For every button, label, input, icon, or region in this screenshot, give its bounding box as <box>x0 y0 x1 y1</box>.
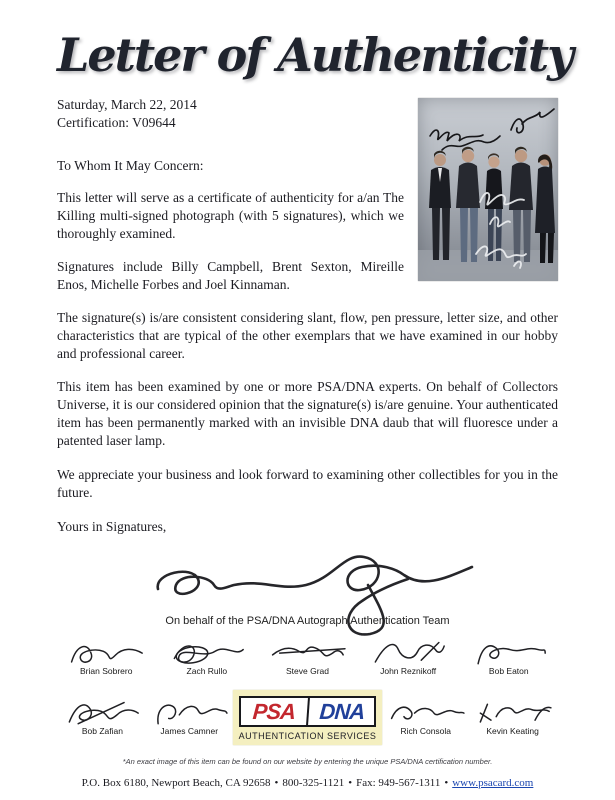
body-paragraph-2: Signatures include Billy Campbell, Brent Sexton, Mireille Enos, Michelle Forbes and Joel Kinnaman. <box>57 258 404 292</box>
signature-icon <box>149 699 229 729</box>
footer-website-link[interactable]: www.psacard.com <box>452 776 534 789</box>
logo-subtitle: AUTHENTICATION SERVICES <box>238 730 377 741</box>
footer-bullet: • <box>444 776 449 789</box>
body-paragraph-1: This letter will serve as a certificate of authenticity for a/an The Killing multi-signed photograph (with 5 signatures), which we thoroughly examined. <box>57 189 404 241</box>
signer-rich-consola <box>382 699 469 736</box>
signer-row-1 <box>57 639 558 676</box>
logo-psa-text: PSA <box>240 698 310 725</box>
cast-photo-illustration <box>418 98 558 281</box>
signer-brian-sobrero <box>59 639 153 676</box>
signature-icon <box>466 639 552 669</box>
signer-name: Bob Zafian <box>81 725 123 736</box>
footer-bullet: • <box>274 776 279 789</box>
footnote: *An exact image of this item can be found on our website by entering the unique PSA/DNA certification number. <box>122 756 493 766</box>
signature-icon <box>63 639 149 669</box>
team-line: On behalf of the PSA/DNA Autograph Authentication Team <box>165 614 450 627</box>
cast-photo <box>418 98 558 281</box>
signer-name: Brian Sobrero <box>79 665 133 676</box>
footer-line <box>57 777 558 789</box>
signature-icon <box>164 639 250 669</box>
salutation: To Whom It May Concern: <box>57 157 204 173</box>
signer-james-camner <box>146 699 233 736</box>
signer-name: Steve Grad <box>285 665 329 676</box>
closing-line: Yours in Signatures, <box>57 518 167 534</box>
psa-dna-logo-boxes <box>239 696 377 727</box>
certification-line: Certification: V09644 <box>57 114 176 130</box>
logo-dna-text: DNA <box>318 698 365 724</box>
date-line: Saturday, March 22, 2014 <box>57 97 197 112</box>
signature-icon <box>365 639 451 669</box>
footer-fax: Fax: 949-567-1311 <box>356 776 441 789</box>
page-title: Letter of Authenticity <box>57 28 572 82</box>
signer-zach-rullo <box>160 639 254 676</box>
body-paragraph-5: We appreciate your business and look forward to examining other collectibles for you in the future. <box>57 466 558 500</box>
footer-phone: 800-325-1121 <box>282 776 345 789</box>
body-paragraph-4: This item has been examined by one or more PSA/DNA experts. On behalf of Collectors Universe, it is our considered opinion that the signature(s) is/are genuine. Your authenticated item has been permanently marked with an invisible DNA daub that will fluoresce under a patented laser lamp. <box>57 379 558 449</box>
signer-name: Zach Rullo <box>186 665 228 676</box>
psa-dna-logo <box>233 690 383 745</box>
footer-bullet: • <box>348 776 353 789</box>
signer-john-reznikoff <box>361 639 455 676</box>
signer-name: Kevin Keating <box>486 725 539 736</box>
signer-kevin-keating <box>469 699 556 736</box>
signer-name: Rich Consola <box>400 725 452 736</box>
signature-icon <box>62 699 142 729</box>
signature-icon <box>473 699 553 729</box>
signer-bob-zafian <box>59 699 146 736</box>
signer-bob-eaton <box>462 639 556 676</box>
footer-address: P.O. Box 6180, Newport Beach, CA 92658 <box>81 776 271 789</box>
body-paragraph-3: The signature(s) is/are consistent considering slant, flow, pen pressure, letter size, and other characteristics that are typical of the other exemplars that we have examined in our hobby and professional career. <box>57 310 558 362</box>
signer-name: John Reznikoff <box>380 665 437 676</box>
signer-name: James Camner <box>160 725 219 736</box>
signer-name: Bob Eaton <box>488 665 529 676</box>
signer-steve-grad <box>260 639 354 676</box>
signature-icon <box>386 699 466 729</box>
signer-row-2 <box>57 690 558 745</box>
signature-icon <box>264 639 350 669</box>
